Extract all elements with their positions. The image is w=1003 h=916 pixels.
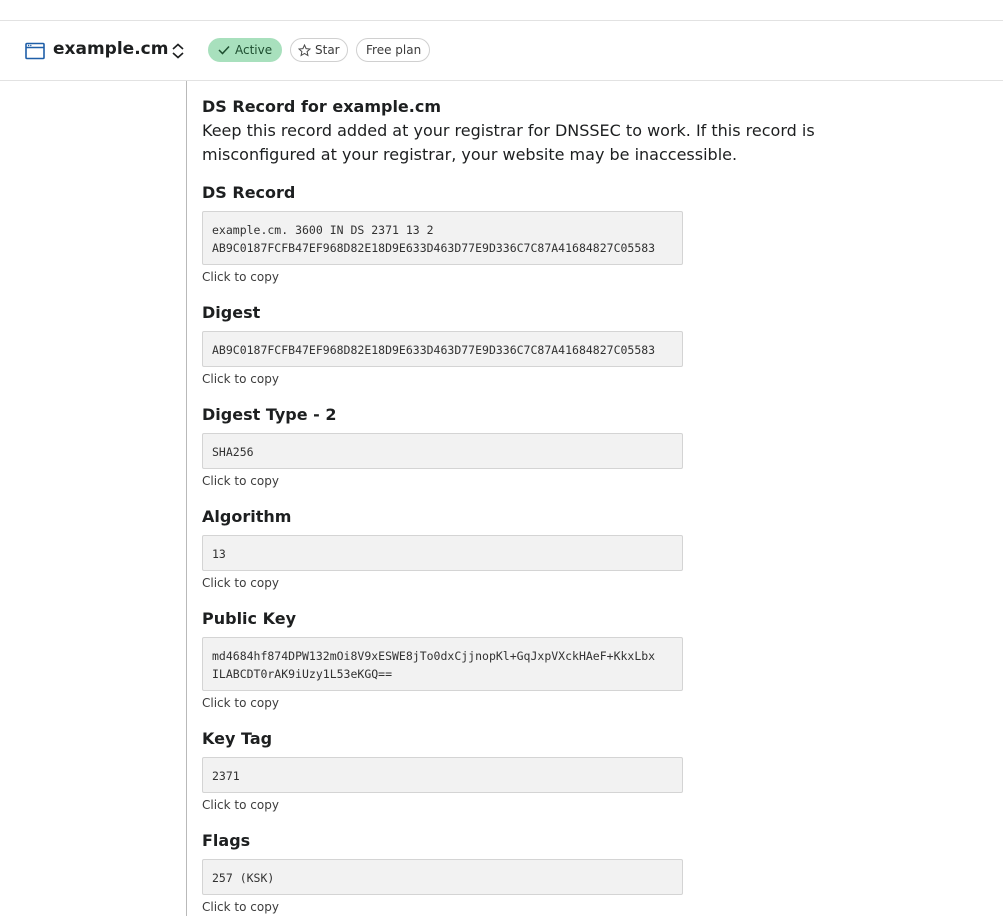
field-value-key-tag[interactable]: 2371 xyxy=(202,757,683,793)
field-value-flags[interactable]: 257 (KSK) xyxy=(202,859,683,895)
field-value-algorithm[interactable]: 13 xyxy=(202,535,683,571)
field-value-public-key[interactable]: md4684hf874DPW132mOi8V9xESWE8jTo0dxCjjnopKl+GqJxpVXckHAeF+KkxLbx ILABCDT0rAK9iUzy1L53eKGQ== xyxy=(202,637,683,691)
ds-record-description: Keep this record added at your registrar for DNSSEC to work. If this record is misconfigured at your registrar, your website may be inaccessible. xyxy=(202,121,815,164)
field-value-digest-type[interactable]: SHA256 xyxy=(202,433,683,469)
field-label-key-tag: Key Tag xyxy=(202,729,273,748)
chevron-up-down-icon[interactable] xyxy=(170,42,186,60)
field-label-public-key: Public Key xyxy=(202,609,296,628)
ds-record-heading: DS Record for example.cm xyxy=(202,97,442,116)
copy-hint-digest[interactable]: Click to copy xyxy=(202,372,279,386)
star-label: Star xyxy=(315,43,340,57)
browser-window-icon xyxy=(25,42,45,60)
plan-label: Free plan xyxy=(366,43,422,57)
star-outline-icon xyxy=(298,44,311,57)
copy-hint-ds-record[interactable]: Click to copy xyxy=(202,270,279,284)
field-label-digest: Digest xyxy=(202,303,261,322)
copy-hint-key-tag[interactable]: Click to copy xyxy=(202,798,279,812)
plan-badge[interactable] xyxy=(356,38,430,62)
status-badge xyxy=(208,38,282,62)
field-value-ds-record[interactable]: example.cm. 3600 IN DS 2371 13 2 AB9C0187FCFB47EF968D82E18D9E633D463D77E9D336C7C87A41684827C05583 xyxy=(202,211,683,265)
star-button[interactable] xyxy=(290,38,348,62)
zone-header xyxy=(0,21,1003,81)
field-label-flags: Flags xyxy=(202,831,251,850)
copy-hint-algorithm[interactable]: Click to copy xyxy=(202,576,279,590)
field-label-algorithm: Algorithm xyxy=(202,507,292,526)
copy-hint-digest-type[interactable]: Click to copy xyxy=(202,474,279,488)
field-label-ds-record: DS Record xyxy=(202,183,296,202)
check-icon xyxy=(218,45,230,55)
sidebar-divider xyxy=(186,81,187,916)
field-label-digest-type: Digest Type - 2 xyxy=(202,405,337,424)
copy-hint-public-key[interactable]: Click to copy xyxy=(202,696,279,710)
zone-name[interactable]: example.cm xyxy=(53,39,169,59)
top-bar xyxy=(0,0,1003,21)
status-label: Active xyxy=(235,43,273,57)
field-value-digest[interactable]: AB9C0187FCFB47EF968D82E18D9E633D463D77E9D336C7C87A41684827C05583 xyxy=(202,331,683,367)
copy-hint-flags[interactable]: Click to copy xyxy=(202,900,279,914)
